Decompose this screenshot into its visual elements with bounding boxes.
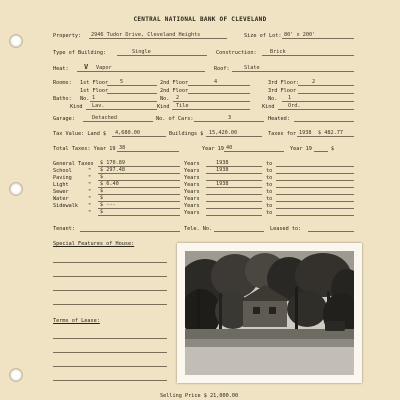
rooms-second-floor-label: 2nd Floor: [160, 80, 189, 86]
binder-hole-top: [9, 34, 23, 48]
construction-label: Construction:: [216, 50, 257, 56]
property-record-card: CENTRAL NATIONAL BANK OF CLEVELAND Property: 2946 Tudor Drive, Cleveland Heights Size of Lot: 80' x 200' Type of Building: Single Construction: Brick Heat: V Vapor Roof: Slate Rooms: 1st Floor 5 2nd Floor 4 3rd Floor: 2 1st Floor 2nd Floor 3rd Floor Baths: No. 1 No. 2 No. 1 Kind Lav. Kind Tile Kind Ord. Garage: Detached No. of Cars: 3 Heated: Tax Value: Land $ 4,680.00 Buildings $ 15,420.00 Taxes for 1938 $ 482.77 Total Taxes: Year 19 38 Year 19 40 Year 19 $ General Taxes $ 170.89 Years 1938 to School " $ 297.48 Years 1938 to Paving " $ Years to Light " $ 6.40 Years 1938 to Sewer " $ Years to Water " $ Years to Sidewalk " $ --- Years to " $ Years to Tenant: Tele. No. Leased to: Special Features of House: Terms of Lease: Selling Price $ 21,000.00: [0, 0, 400, 400]
baths-kind3-label: Kind: [262, 104, 275, 110]
bank-header: CENTRAL NATIONAL BANK OF CLEVELAND: [133, 16, 267, 23]
heat-value: Vapor: [96, 65, 112, 71]
item-years-label: Years: [184, 196, 200, 202]
item-to-label: to: [266, 196, 273, 202]
tele-label: Tele. No.: [184, 226, 213, 232]
taxes-for-label: Taxes for: [268, 131, 297, 137]
item-label: Paving: [53, 175, 72, 181]
total-taxes-dollar: $: [331, 146, 335, 152]
terms-of-lease-label: Terms of Lease:: [53, 318, 100, 324]
total-taxes-year1: 38: [119, 145, 126, 151]
special-features-label: Special Features of House:: [53, 241, 135, 247]
rooms-first-floor-label-2: 1st Floor: [80, 88, 109, 94]
lot-label: Size of Lot:: [244, 33, 282, 39]
tax-buildings-value: 15,420.00: [209, 130, 238, 136]
house-photo: [177, 243, 362, 383]
item-label: General Taxes: [53, 161, 94, 167]
building-type-value: Single: [132, 49, 151, 55]
roof-label: Roof:: [214, 66, 230, 72]
item-years-label: Years: [184, 210, 200, 216]
item-years-label: Years: [184, 189, 200, 195]
item-amount: $ 170.89: [100, 160, 125, 166]
binder-hole-bottom: [9, 368, 23, 382]
cars-value: 3: [228, 115, 232, 121]
baths-kind3-value: Ord.: [288, 103, 301, 109]
construction-value: Brick: [270, 49, 286, 55]
item-to-label: to: [266, 182, 273, 188]
total-taxes-year3-label: Year 19: [290, 146, 312, 152]
item-to-label: to: [266, 203, 273, 209]
baths-no2-value: 2: [176, 95, 180, 101]
tax-buildings-label: Buildings $: [169, 131, 204, 137]
item-years-label: Years: [184, 168, 200, 174]
selling-price: Selling Price $ 21,000.00: [160, 393, 239, 399]
total-taxes-label: Total Taxes: Year 19: [53, 146, 116, 152]
item-label: School: [53, 168, 72, 174]
item-to-label: to: [266, 161, 273, 167]
baths-no1-label: No.: [80, 96, 90, 102]
tenant-label: Tenant:: [53, 226, 75, 232]
heated-label: Heated:: [268, 116, 290, 122]
item-amount: $ ---: [100, 202, 116, 208]
item-label: Water: [53, 196, 69, 202]
item-to-label: to: [266, 210, 273, 216]
rooms-label: Rooms:: [53, 80, 72, 86]
roof-value: Slate: [244, 65, 260, 71]
item-to-label: to: [266, 189, 273, 195]
rooms-first-floor-value: 5: [120, 79, 124, 85]
rooms-third-floor-label-2: 3rd Floor: [268, 88, 297, 94]
baths-no2-label: No.: [160, 96, 170, 102]
item-from-year: 1938: [216, 181, 229, 187]
baths-no1-value: 1: [92, 95, 96, 101]
rooms-second-floor-value: 4: [214, 79, 218, 85]
item-years-label: Years: [184, 182, 200, 188]
baths-kind2-label: Kind: [157, 104, 170, 110]
taxes-value: $ 482.77: [318, 130, 343, 136]
item-amount: $: [100, 188, 104, 194]
property-value: 2946 Tudor Drive, Cleveland Heights: [91, 32, 201, 38]
garage-value: Detached: [92, 115, 117, 121]
item-amount: $: [100, 209, 104, 215]
item-years-label: Years: [184, 175, 200, 181]
item-label: Sewer: [53, 189, 69, 195]
baths-no3-label: No.: [268, 96, 278, 102]
house-photo-image: [185, 251, 354, 375]
garage-label: Garage:: [53, 116, 75, 122]
item-years-label: Years: [184, 161, 200, 167]
rooms-third-floor-value: 2: [312, 79, 316, 85]
heat-label: Heat:: [53, 66, 69, 72]
binder-hole-middle: [9, 182, 23, 196]
item-amount: $ 6.40: [100, 181, 119, 187]
baths-label: Baths:: [53, 96, 72, 102]
item-from-year: 1938: [216, 167, 229, 173]
rooms-first-floor-label: 1st Floor: [80, 80, 109, 86]
rooms-second-floor-label-2: 2nd Floor: [160, 88, 189, 94]
taxes-year: 1938: [299, 130, 312, 136]
property-label: Property:: [53, 33, 82, 39]
item-amount: $ 297.48: [100, 167, 125, 173]
baths-kind1-label: Kind: [70, 104, 83, 110]
heat-mark: V: [84, 63, 89, 71]
tax-land-value: 4,680.00: [115, 130, 140, 136]
baths-no3-value: 1: [288, 95, 292, 101]
item-amount: $: [100, 195, 104, 201]
item-label: Sidewalk: [53, 203, 78, 209]
leased-to-label: Leased to:: [270, 226, 302, 232]
lot-value: 80' x 200': [284, 32, 316, 38]
cars-label: No. of Cars:: [156, 116, 194, 122]
item-amount: $: [100, 174, 104, 180]
total-taxes-year2-label: Year 19: [202, 146, 224, 152]
item-label: Light: [53, 182, 69, 188]
tax-value-label: Tax Value: Land $: [53, 131, 107, 137]
baths-kind2-value: Tile: [176, 103, 189, 109]
item-to-label: to: [266, 175, 273, 181]
item-from-year: 1938: [216, 160, 229, 166]
baths-kind1-value: Lav.: [92, 103, 105, 109]
total-taxes-year2: 40: [226, 145, 233, 151]
item-to-label: to: [266, 168, 273, 174]
building-type-label: Type of Building:: [53, 50, 107, 56]
item-years-label: Years: [184, 203, 200, 209]
rooms-third-floor-label: 3rd Floor:: [268, 80, 300, 86]
